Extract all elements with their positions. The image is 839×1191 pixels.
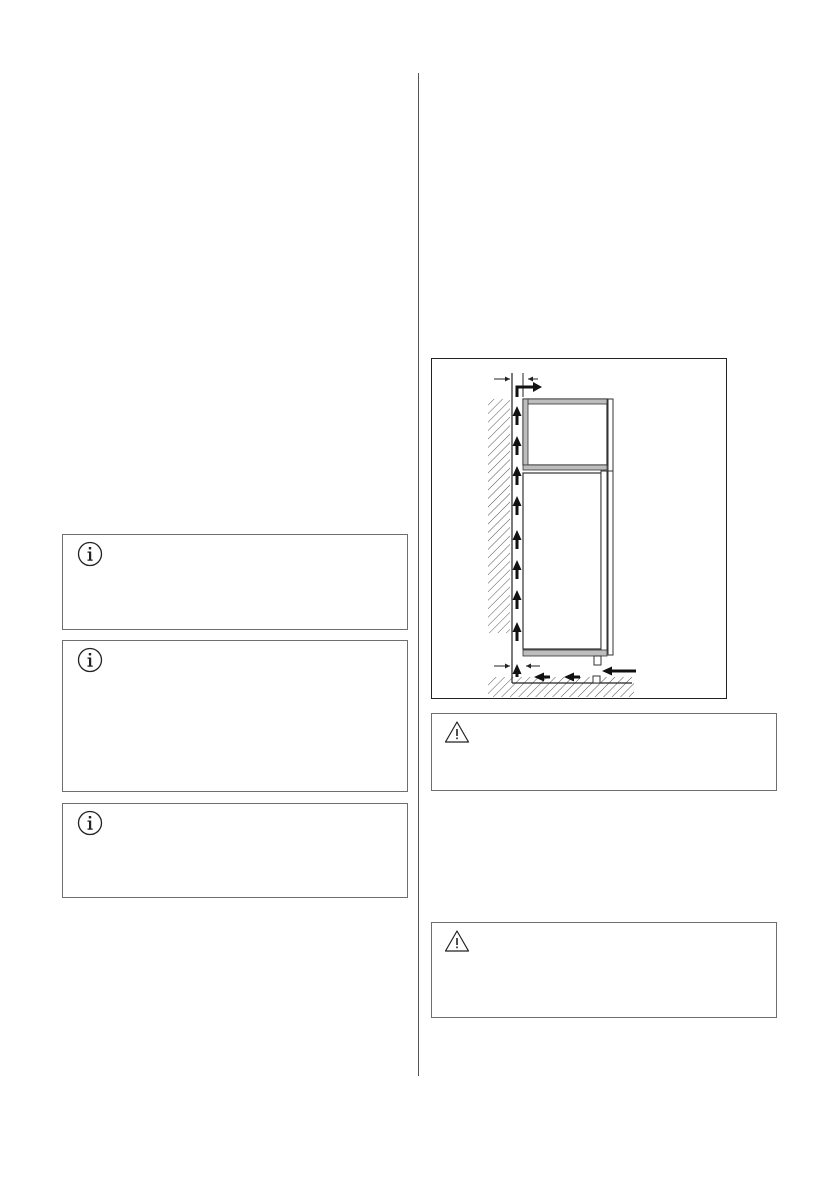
ventilation-diagram-drawing xyxy=(432,359,726,698)
warning-icon xyxy=(444,929,470,953)
appliance-base xyxy=(523,650,607,656)
warning-icon xyxy=(444,720,470,744)
info-icon xyxy=(77,541,103,567)
appliance-door xyxy=(601,471,607,651)
column-divider xyxy=(418,73,419,1076)
upper-cabinet-side xyxy=(523,399,528,465)
info-box-1 xyxy=(62,534,408,630)
upper-cabinet-top xyxy=(523,399,607,404)
info-box-3 xyxy=(62,803,408,898)
upper-door xyxy=(608,399,613,471)
info-icon xyxy=(77,647,103,673)
upper-cabinet-bottom xyxy=(523,465,607,470)
ventilation-diagram xyxy=(431,358,727,699)
warning-box-1 xyxy=(431,713,777,791)
warning-box-2 xyxy=(431,922,777,1018)
cabinet-door xyxy=(608,471,613,655)
airflow-out-arrow xyxy=(517,387,533,397)
info-icon xyxy=(77,810,103,836)
wall-hatch xyxy=(488,399,510,633)
upper-cabinet xyxy=(523,399,607,465)
airflow-up-arrows xyxy=(513,406,522,677)
info-box-2 xyxy=(62,640,408,792)
floor-hatch xyxy=(488,677,634,697)
appliance-foot xyxy=(594,656,601,665)
plinth-block xyxy=(593,676,600,683)
appliance-body xyxy=(523,473,601,649)
